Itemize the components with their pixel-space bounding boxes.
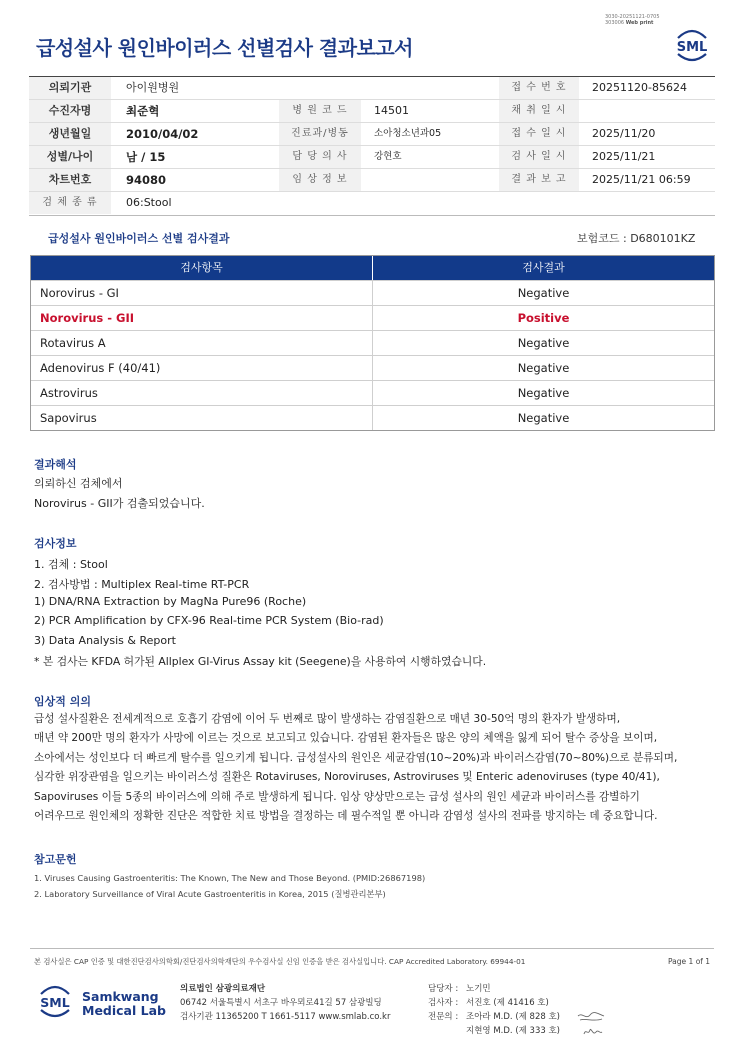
- staff-role: 전문의 :: [428, 1012, 459, 1022]
- staff-name: 서진호 (제 41416 호): [466, 998, 549, 1008]
- label-sex-age: 성별/나이: [29, 146, 111, 168]
- value-test-date: 2025/11/21: [592, 150, 656, 163]
- test-result: Negative: [517, 286, 570, 300]
- reference-item: 2. Laboratory Surveillance of Viral Acute Gastroenteritis in Korea, 2015 (질병관리본부): [34, 889, 386, 899]
- label-birthdate: 생년월일: [29, 123, 111, 145]
- clinical-line: 심각한 위장관염을 일으키는 바이러스성 질환은 Rotaviruses, Noroviruses, Astroviruses 및 Enteric adenoviruses (type 40/41),: [34, 771, 660, 784]
- test-info-line: 1. 검체 : Stool: [34, 558, 108, 571]
- results-header: [31, 256, 714, 280]
- org-address: 06742 서울특별시 서초구 바우뫼로41길 57 삼광빌딩: [180, 998, 382, 1008]
- staff-list: [428, 982, 560, 1038]
- lab-info: [180, 982, 390, 1024]
- logo-line2: Medical Lab: [82, 1003, 166, 1018]
- label-patient-name: 수진자명: [29, 100, 111, 122]
- clinical-line: 급성 설사질환은 전세계적으로 호흡기 감염에 이어 두 번째로 많이 발생하는 감염질환으로 매년 30-50억 명의 환자가 발생하며,: [34, 713, 621, 725]
- clinical-line: 소아에서는 성인보다 더 빠르게 탈수를 일으키게 됩니다. 급성설사의 원인은 세균감염(10~20%)과 바이러스감염(70~80%)으로 분류되며,: [34, 751, 678, 764]
- test-result: Negative: [517, 336, 570, 350]
- test-name: Adenovirus F (40/41): [31, 356, 373, 380]
- label-receipt-number: 접 수 번 호: [499, 77, 579, 99]
- doc-id-code: 303006: [605, 20, 625, 26]
- test-info-note: * 본 검사는 KFDA 허가된 Allplex GI-Virus Assay kit (Seegene)을 사용하여 시행하였습니다.: [34, 655, 487, 668]
- value-specimen-type: 06:Stool: [126, 196, 172, 209]
- staff-role: [428, 1024, 466, 1038]
- insurance-code: 보험코드 : D680101KZ: [577, 232, 696, 245]
- label-receipt-date: 접 수 일 시: [499, 123, 579, 145]
- test-result: Negative: [517, 386, 570, 400]
- reference-item: 1. Viruses Causing Gastroenteritis: The Known, The New and Those Beyond. (PMID:26867198): [34, 873, 426, 883]
- staff-role: 검사자 :: [428, 998, 459, 1008]
- org-name: 의료법인 삼광의료재단: [180, 984, 266, 994]
- value-patient-name: 최준혁: [126, 104, 160, 118]
- sml-badge-logo: [672, 26, 712, 64]
- label-doctor: 담 당 의 사: [279, 146, 361, 168]
- value-department: 소아청소년과05: [374, 128, 442, 139]
- test-info-line: 2) PCR Amplification by CFX-96 Real-time PCR System (Bio-rad): [34, 614, 384, 627]
- logo-mark: SML: [40, 995, 70, 1010]
- table-row: [31, 355, 714, 380]
- clinical-heading: 임상적 의의: [34, 695, 91, 708]
- page-title: 급성설사 원인바이러스 선별검사 결과보고서: [36, 36, 413, 60]
- results-title: 급성설사 원인바이러스 선별 검사결과: [48, 232, 230, 245]
- label-report-date: 결 과 보 고: [499, 169, 579, 191]
- signature-image: [574, 1010, 610, 1040]
- clinical-line: 어려우므로 원인체의 정확한 진단은 적합한 치료 방법을 결정하는 데 필수적일 뿐 아니라 감염성 설사의 전파를 방지하는 데 중요합니다.: [34, 810, 658, 823]
- value-chart-number: 94080: [126, 173, 167, 187]
- info-row: [29, 100, 715, 123]
- col-test-item: 검사항목: [31, 256, 373, 280]
- table-row: [31, 405, 714, 430]
- doc-id-line1: 3030-20251121-0705: [605, 14, 660, 20]
- document-id: [605, 14, 660, 26]
- footer-divider: [30, 948, 714, 949]
- test-info-line: 3) Data Analysis & Report: [34, 634, 176, 647]
- test-name: Rotavirus A: [31, 331, 373, 355]
- staff-name: 지현영 M.D. (제 333 호): [466, 1026, 561, 1036]
- test-name: Norovirus - GI: [31, 281, 373, 305]
- info-row: [29, 123, 715, 146]
- info-row: [29, 192, 715, 215]
- test-result: Negative: [517, 411, 570, 425]
- test-result: Negative: [517, 361, 570, 375]
- staff-row: [428, 996, 560, 1010]
- interpretation-line2: Norovirus - GII가 검출되었습니다.: [34, 497, 205, 510]
- clinical-paragraph: [34, 710, 714, 826]
- clinical-line: Sapoviruses 이들 5종의 바이러스에 의해 주로 발생하게 됩니다. 임상 양상만으로는 급성 설사의 원인 세균과 바이러스를 감별하기: [34, 790, 640, 803]
- value-requesting-org: 아이원병원: [126, 81, 180, 94]
- staff-row: [428, 1010, 560, 1024]
- badge-text: SML: [676, 40, 708, 55]
- staff-name: 노기민: [466, 984, 491, 994]
- logo-text: [82, 990, 166, 1018]
- test-result: Positive: [517, 311, 570, 325]
- references-heading: 참고문헌: [34, 853, 77, 866]
- label-chart-number: 차트번호: [29, 169, 111, 191]
- web-print-label: Web print: [625, 20, 654, 26]
- value-clinical-info: [374, 169, 494, 191]
- label-clinical-info: 임 상 정 보: [279, 169, 361, 191]
- table-row: [31, 280, 714, 305]
- label-department: 진료과/병동: [279, 123, 361, 145]
- value-hospital-code: 14501: [374, 104, 409, 117]
- staff-role: 담당자 :: [428, 984, 459, 994]
- value-report-date: 2025/11/21 06:59: [592, 173, 691, 186]
- org-contact: 검사기관 11365200 T 1661-5117 www.smlab.co.kr: [180, 1012, 391, 1022]
- results-table: [30, 255, 715, 431]
- clinical-line: 매년 약 200만 명의 환자가 사망에 이르는 것으로 보고되고 있습니다. 감염된 환자들은 많은 양의 체액을 잃게 되어 탈수 증상을 보이며,: [34, 732, 658, 745]
- staff-row: [428, 1024, 560, 1038]
- label-hospital-code: 병 원 코 드: [279, 100, 361, 122]
- staff-row: [428, 982, 560, 996]
- page-number: Page 1 of 1: [668, 957, 711, 966]
- test-info-heading: 검사정보: [34, 537, 77, 550]
- label-specimen-type: 검 체 종 류: [29, 192, 111, 214]
- info-row: [29, 146, 715, 169]
- label-requesting-org: 의뢰기관: [29, 77, 111, 99]
- test-name: Norovirus - GII: [31, 306, 373, 330]
- interpretation-line1: 의뢰하신 검체에서: [34, 477, 123, 490]
- patient-info-table: [29, 76, 715, 216]
- info-row: [29, 77, 715, 100]
- test-name: Sapovirus: [31, 406, 373, 430]
- value-receipt-date: 2025/11/20: [592, 127, 656, 140]
- label-collection-date: 채 취 일 시: [499, 100, 579, 122]
- col-test-result: 검사결과: [522, 261, 565, 274]
- test-info-line: 2. 검사방법 : Multiplex Real-time RT-PCR: [34, 578, 250, 591]
- value-doctor: 강현호: [374, 151, 402, 162]
- logo-line1: Samkwang: [82, 989, 159, 1004]
- test-name: Astrovirus: [31, 381, 373, 405]
- table-row: [31, 380, 714, 405]
- value-sex-age: 남 / 15: [126, 150, 166, 164]
- value-collection-date: [592, 100, 712, 122]
- sml-logo: [36, 982, 74, 1020]
- table-row-positive: [31, 305, 714, 330]
- certification-note: 본 검사실은 CAP 인증 및 대한진단검사의학회/진단검사의학재단의 우수검사실 신임 인증을 받은 검사실입니다. CAP Accredited Laboratory. 69944-01: [34, 957, 526, 966]
- label-test-date: 검 사 일 시: [499, 146, 579, 168]
- value-receipt-number: 20251120-85624: [592, 81, 687, 94]
- value-birthdate: 2010/04/02: [126, 127, 199, 141]
- table-row: [31, 330, 714, 355]
- info-row: [29, 169, 715, 192]
- test-info-line: 1) DNA/RNA Extraction by MagNa Pure96 (Roche): [34, 595, 307, 608]
- staff-name: 조아라 M.D. (제 828 호): [466, 1012, 561, 1022]
- interpretation-heading: 결과해석: [34, 458, 77, 471]
